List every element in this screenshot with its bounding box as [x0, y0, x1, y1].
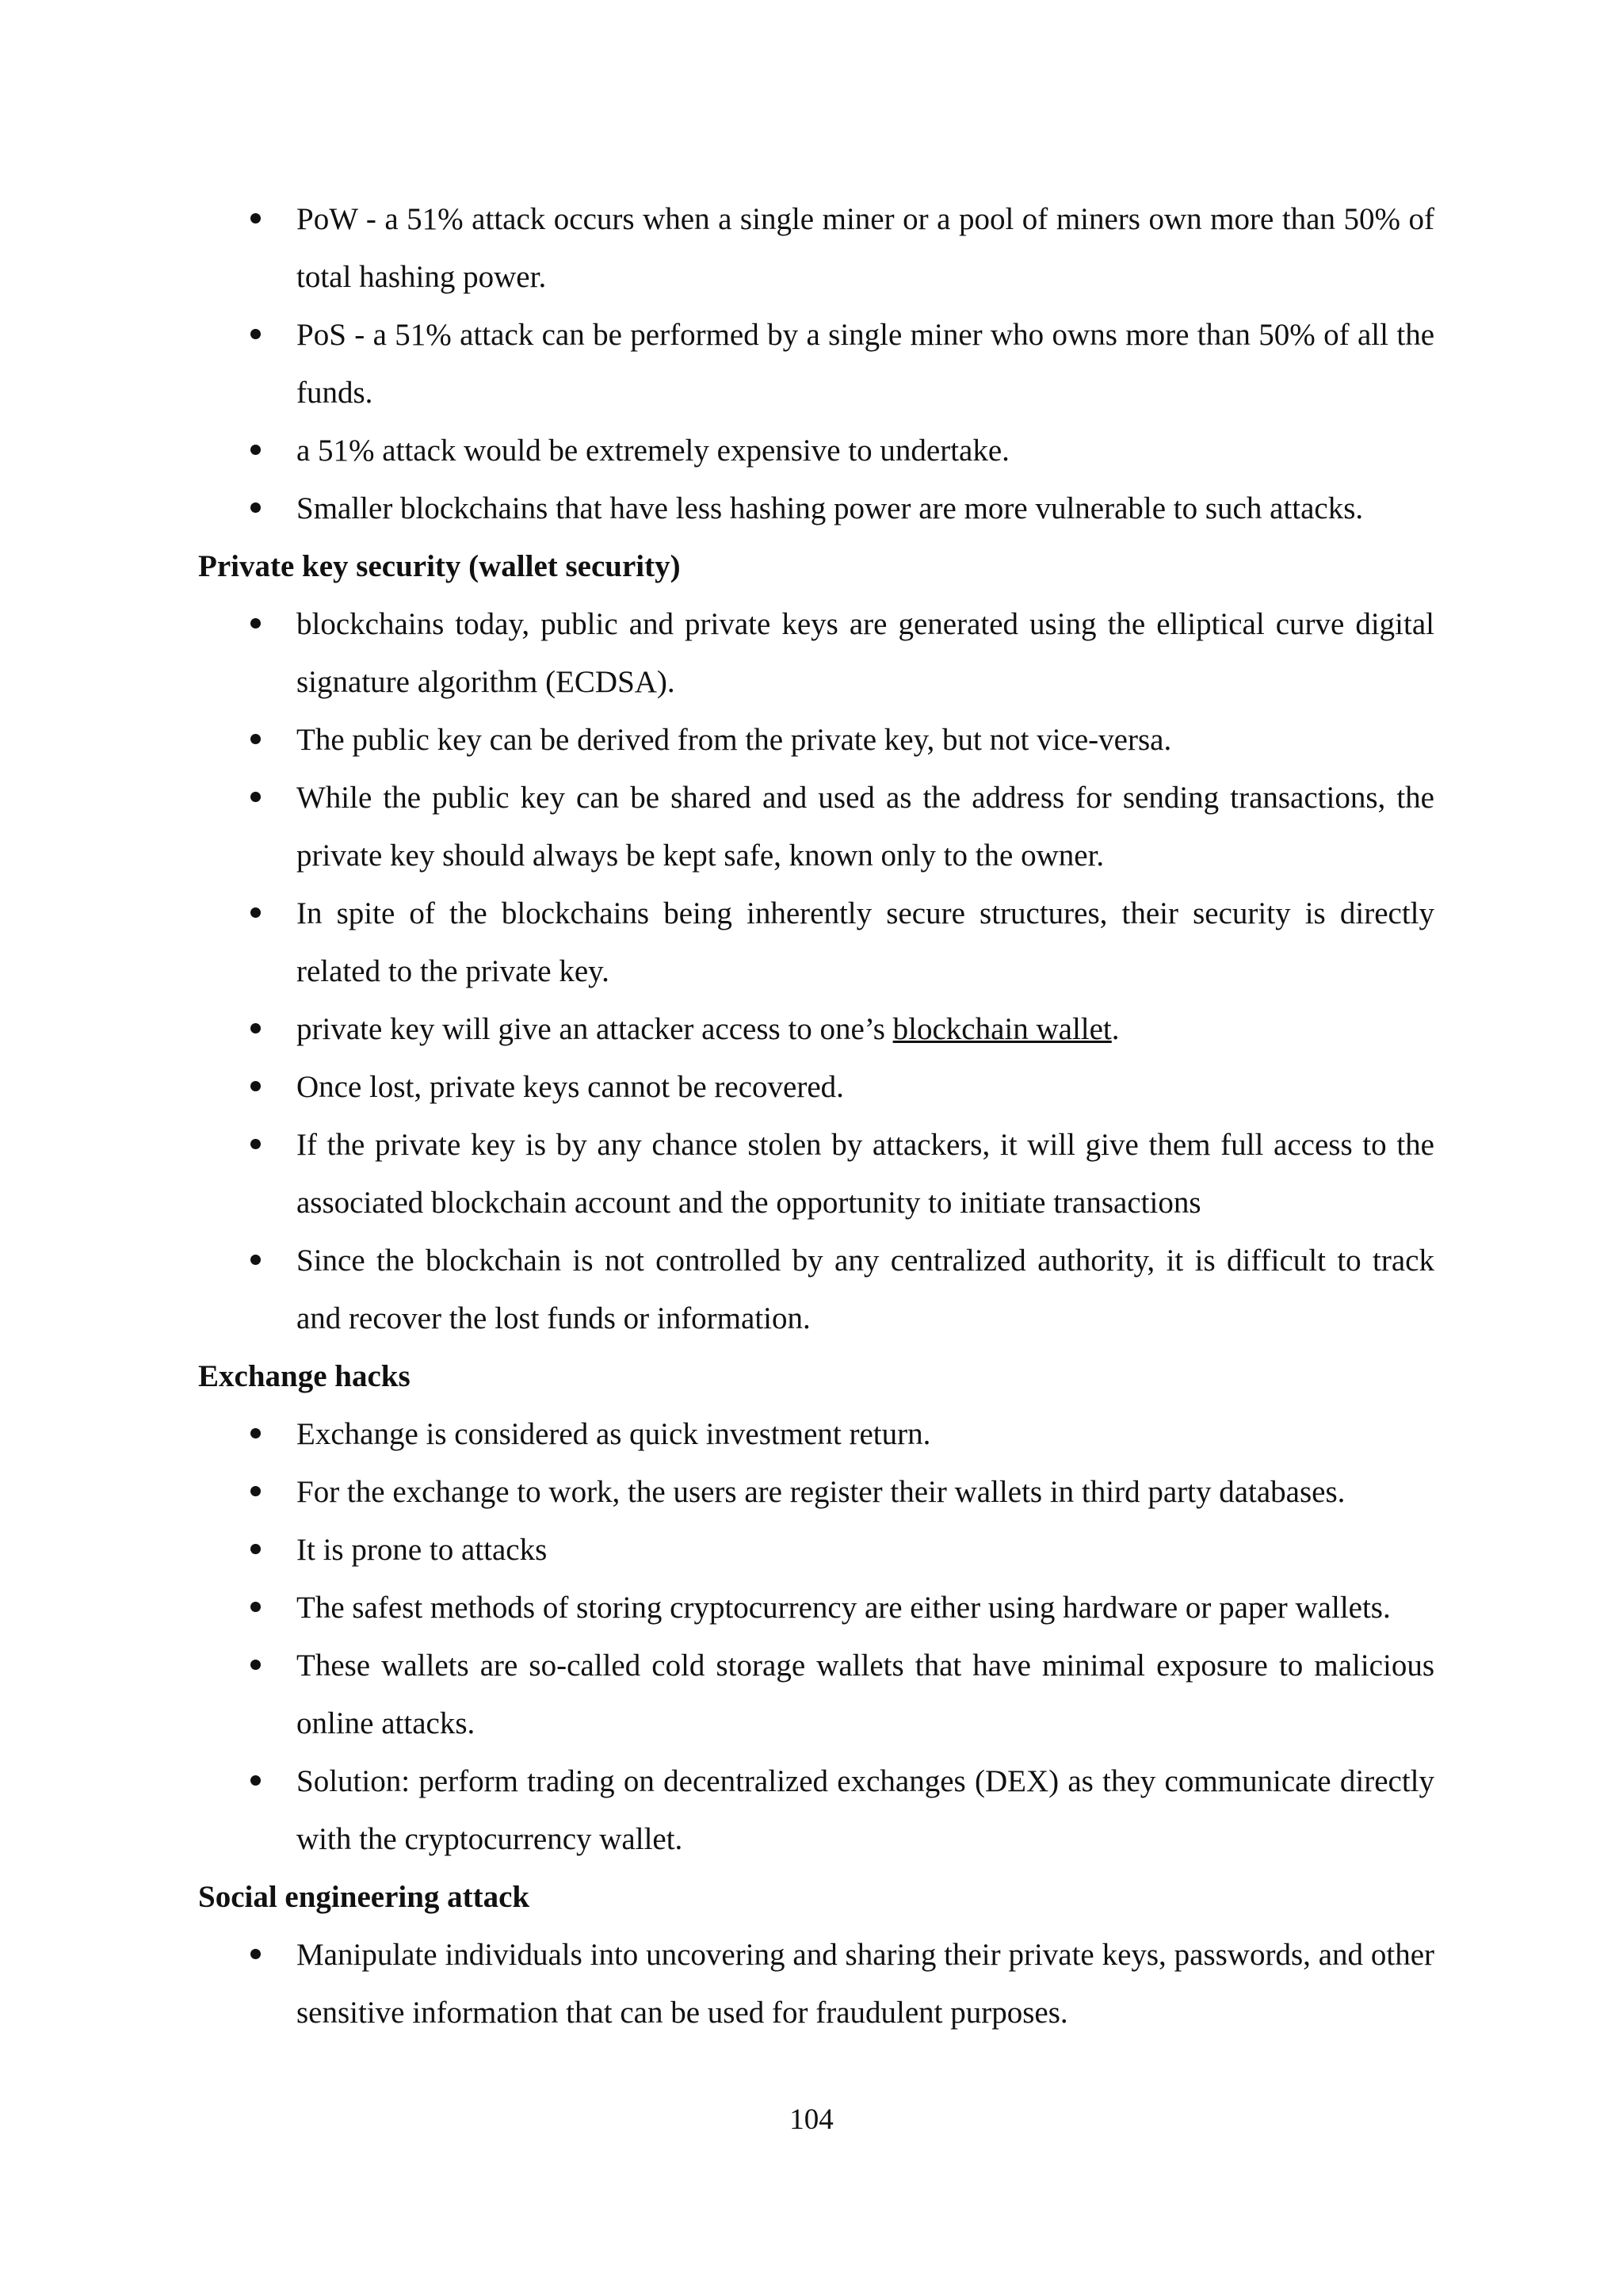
bullet-text: In spite of the blockchains being inherently secure structures, their security is directly related to the private key.: [296, 896, 1434, 988]
bullet-item: [198, 1752, 1434, 1868]
bullet-icon: [250, 1023, 261, 1033]
bullet-text: Exchange is considered as quick investment return.: [296, 1417, 931, 1451]
section-heading: Exchange hacks: [198, 1359, 411, 1393]
bullet-text: It is prone to attacks: [296, 1533, 548, 1567]
bullet-text: While the public key can be shared and used as the address for sending transactions, the private key should always be kept safe, known only to the owner.: [296, 781, 1434, 873]
bullet-item: [198, 1521, 1434, 1579]
bullet-text: The safest methods of storing cryptocurrency are either using hardware or paper wallets.: [296, 1591, 1391, 1625]
bullet-item: [198, 1463, 1434, 1521]
bullet-icon: [250, 734, 261, 744]
bullet-text: If the private key is by any chance stolen by attackers, it will give them full access to the associated blockchain account and the opportunity to initiate transactions: [296, 1128, 1434, 1220]
bullet-text-end: .: [1111, 1012, 1120, 1046]
bullet-icon: [250, 1139, 261, 1149]
bullet-item: [198, 884, 1434, 1000]
blockchain-wallet-link[interactable]: blockchain wallet: [892, 1012, 1112, 1046]
bullet-text: PoW - a 51% attack occurs when a single miner or a pool of miners own more than 50% of total hashing power.: [296, 202, 1434, 294]
bullet-list: [198, 1405, 1434, 1868]
bullet-item: [198, 1058, 1434, 1116]
bullet-text: Solution: perform trading on decentralized exchanges (DEX) as they communicate directly with the cryptocurrency wallet.: [296, 1764, 1434, 1856]
bullet-icon: [250, 1602, 261, 1612]
bullet-item: [198, 1926, 1434, 2042]
bullet-icon: [250, 1081, 261, 1091]
bullet-icon: [250, 792, 261, 802]
bullet-icon: [250, 1660, 261, 1670]
section-heading: Private key security (wallet security): [198, 549, 681, 583]
bullet-text: a 51% attack would be extremely expensive to undertake.: [296, 434, 1010, 468]
bullet-icon: [250, 1949, 261, 1959]
bullet-item: [198, 711, 1434, 769]
section-heading: Social engineering attack: [198, 1880, 530, 1914]
bullet-text: Once lost, private keys cannot be recovered.: [296, 1070, 844, 1104]
bullet-icon: [250, 907, 261, 918]
bullet-item: [198, 1405, 1434, 1463]
page-content: [198, 190, 1434, 2042]
bullet-icon: [250, 329, 261, 339]
bullet-icon: [250, 618, 261, 628]
bullet-icon: [250, 1775, 261, 1786]
page-number: 104: [789, 2103, 834, 2136]
bullet-item: [198, 306, 1434, 422]
bullet-text: PoS - a 51% attack can be performed by a single miner who owns more than 50% of all the funds.: [296, 318, 1434, 410]
bullet-text: Smaller blockchains that have less hashing power are more vulnerable to such attacks.: [296, 491, 1364, 525]
bullet-item: [198, 1579, 1434, 1637]
bullet-text: For the exchange to work, the users are register their wallets in third party databases.: [296, 1475, 1346, 1509]
bullet-item: [198, 769, 1434, 884]
bullet-icon: [250, 445, 261, 455]
bullet-item: [198, 1000, 1434, 1058]
bullet-item: [198, 190, 1434, 306]
bullet-text: Since the blockchain is not controlled by any centralized authority, it is difficult to track and recover the lost funds or information.: [296, 1244, 1434, 1335]
bullet-item: [198, 1232, 1434, 1347]
bullet-item: [198, 1116, 1434, 1232]
bullet-icon: [250, 502, 261, 513]
bullet-item: [198, 479, 1434, 537]
bullet-icon: [250, 1486, 261, 1496]
bullet-item: [198, 1637, 1434, 1752]
bullet-list: [198, 595, 1434, 1347]
bullet-text: The public key can be derived from the private key, but not vice-versa.: [296, 723, 1172, 757]
bullet-icon: [250, 1428, 261, 1438]
bullet-text: Manipulate individuals into uncovering and sharing their private keys, passwords, and other sensitive information that can be used for fraudulent purposes.: [296, 1938, 1434, 2030]
bullet-item: [198, 595, 1434, 711]
bullet-icon: [250, 1544, 261, 1554]
bullet-list: [198, 190, 1434, 537]
bullet-text: These wallets are so-called cold storage wallets that have minimal exposure to malicious online attacks.: [296, 1648, 1434, 1740]
bullet-item: [198, 422, 1434, 479]
bullet-icon: [250, 1255, 261, 1265]
bullet-icon: [250, 213, 261, 223]
bullet-text: blockchains today, public and private keys are generated using the elliptical curve digital signature algorithm (ECDSA).: [296, 607, 1434, 699]
bullet-list: [198, 1926, 1434, 2042]
bullet-text: private key will give an attacker access to one’s: [296, 1012, 893, 1046]
